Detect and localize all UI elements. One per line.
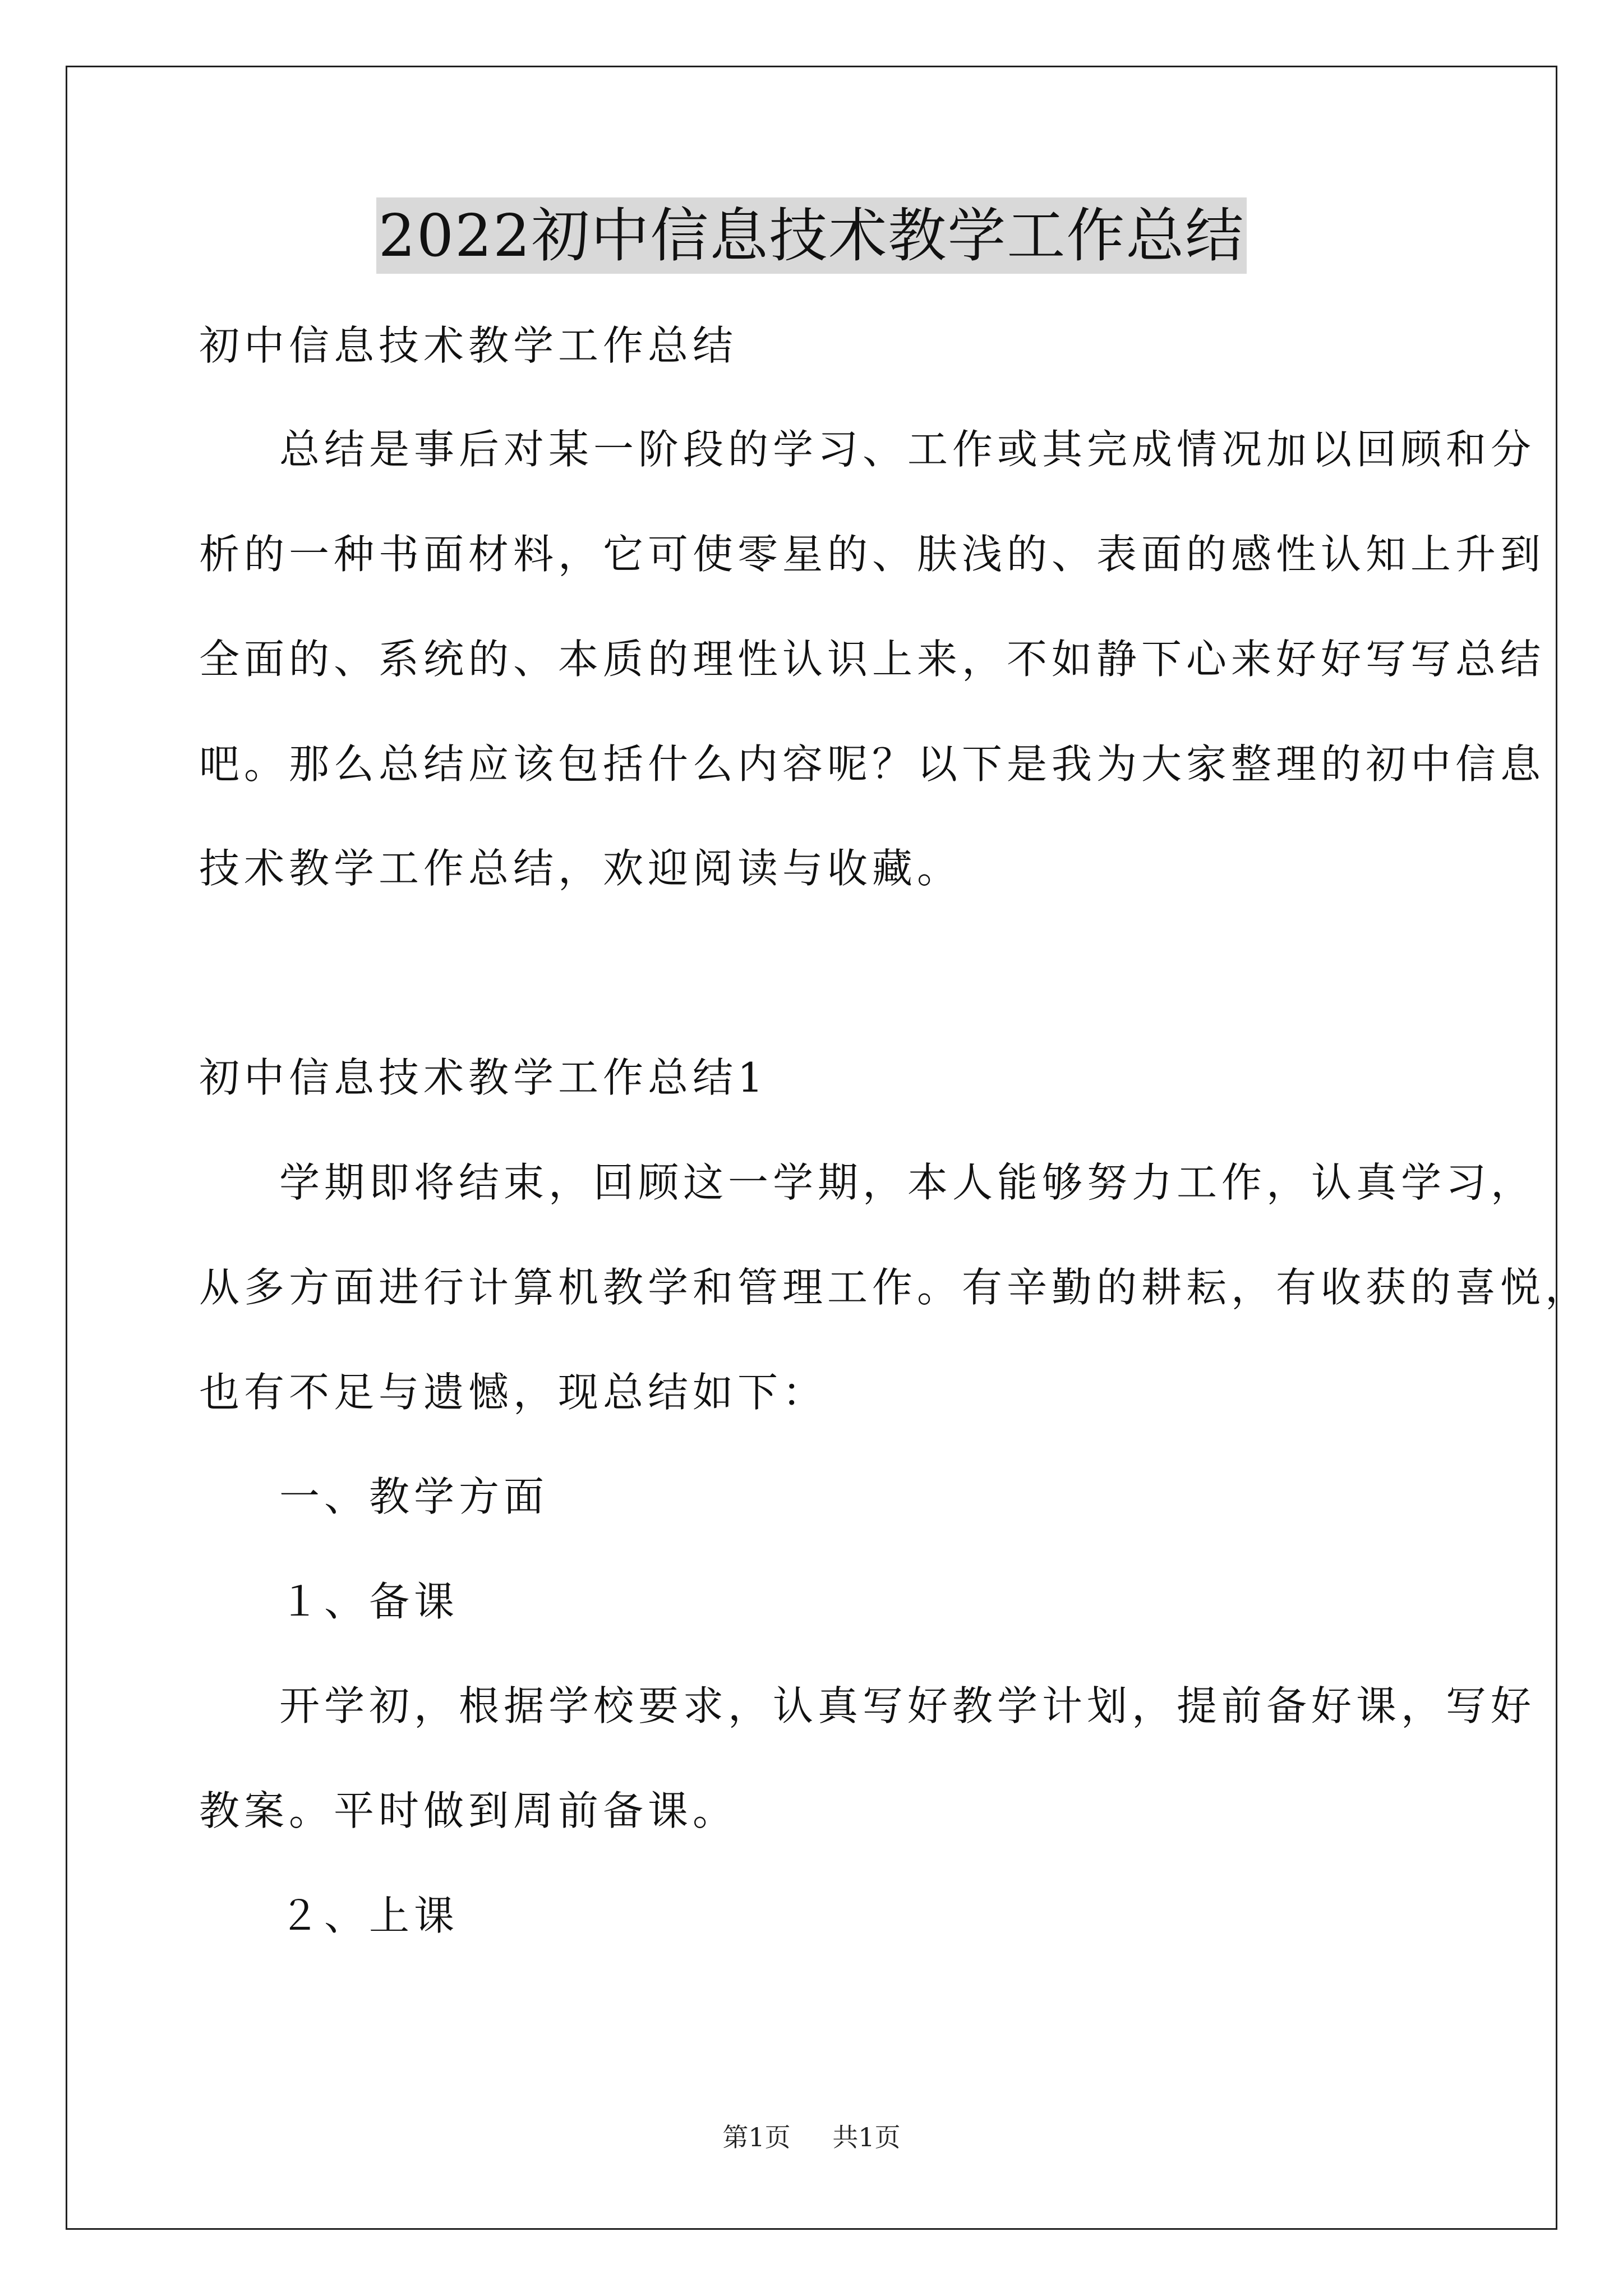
section-heading: 初中信息技术教学工作总结1	[199, 1054, 768, 1101]
page-footer	[0, 2120, 1623, 2154]
paragraph-line: 从多方面进行计算机教学和管理工作。有辛勤的耕耘，有收获的喜悦，	[199, 1264, 1590, 1311]
paragraph-line: 技术教学工作总结，欢迎阅读与收藏。	[199, 845, 962, 892]
paragraph-line: 开学初，根据学校要求，认真写好教学计划，提前备好课，写好	[279, 1682, 1536, 1729]
page-number: 第1页	[722, 2122, 791, 2152]
paragraph-line: 总结是事后对某一阶段的学习、工作或其完成情况加以回顾和分	[279, 426, 1536, 473]
title-container	[0, 197, 1623, 274]
item-heading: ２、上课	[279, 1892, 459, 1939]
subtitle-line: 初中信息技术教学工作总结	[199, 322, 738, 369]
item-heading: １、备课	[279, 1578, 459, 1625]
document-title: 2022初中信息技术教学工作总结	[376, 197, 1247, 274]
paragraph-line: 教案。平时做到周前备课。	[199, 1787, 738, 1834]
page-count: 共1页	[832, 2122, 901, 2152]
paragraph-line: 也有不足与遗憾，现总结如下：	[199, 1369, 828, 1416]
paragraph-line: 析的一种书面材料，它可使零星的、肤浅的、表面的感性认知上升到	[199, 531, 1546, 578]
subsection-heading: 一、教学方面	[279, 1473, 549, 1520]
paragraph-line: 吧。那么总结应该包括什么内容呢？以下是我为大家整理的初中信息	[199, 740, 1546, 788]
paragraph-line: 全面的、系统的、本质的理性认识上来，不如静下心来好好写写总结	[199, 636, 1546, 683]
paragraph-line: 学期即将结束，回顾这一学期，本人能够努力工作，认真学习，	[279, 1159, 1536, 1206]
